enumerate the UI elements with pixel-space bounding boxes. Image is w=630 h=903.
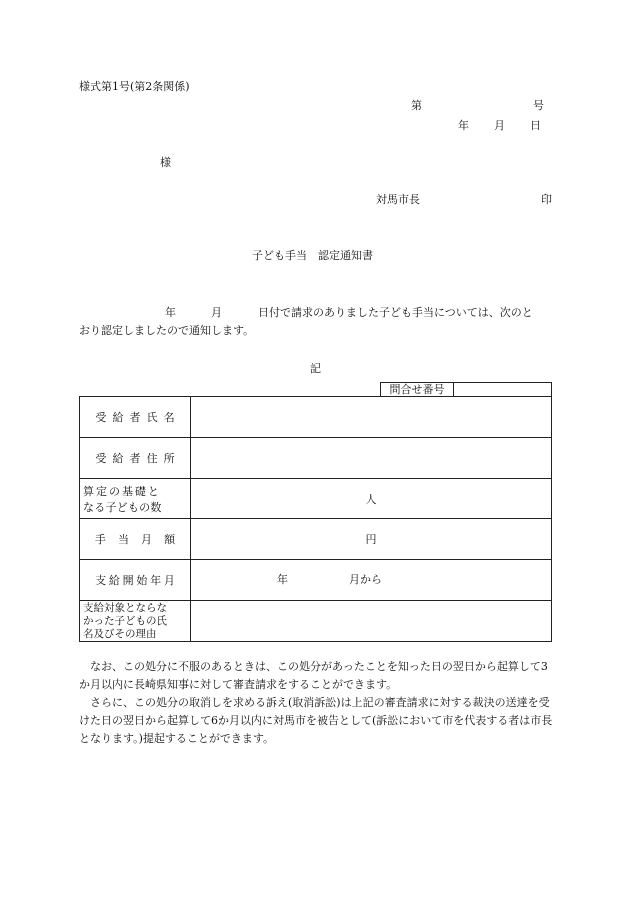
document-no-suffix: 号 bbox=[533, 99, 544, 112]
notes bbox=[79, 658, 555, 748]
document-title: 子ども手当 認定通知書 bbox=[252, 249, 373, 262]
inquiry-number-label: 問合せ番号 bbox=[381, 383, 454, 396]
recipient-address-value bbox=[191, 438, 552, 479]
children-count-label-line1: 算定の基礎と bbox=[83, 484, 161, 498]
inquiry-number-box bbox=[380, 382, 552, 396]
document-no-prefix: 第 bbox=[411, 99, 422, 112]
intro-month: 月 bbox=[211, 306, 222, 319]
recipient-name-label: 受給者氏名 bbox=[80, 397, 191, 438]
table-row bbox=[80, 397, 552, 438]
recipient-honorific: 様 bbox=[160, 156, 171, 169]
table-row bbox=[80, 601, 552, 642]
table-row bbox=[80, 519, 552, 560]
date-month: 月 bbox=[494, 119, 505, 132]
excluded-children-label-line2: かった子どもの氏 bbox=[83, 614, 167, 627]
recipient-address-label: 受給者住所 bbox=[80, 438, 191, 479]
children-count-value: 人 bbox=[191, 479, 552, 519]
excluded-children-label bbox=[80, 601, 191, 642]
intro-year: 年 bbox=[165, 306, 176, 319]
intro-text-line1: 日付で請求のありました子ども手当については、次のと bbox=[258, 306, 533, 319]
children-count-label-line2: なる子どもの数 bbox=[83, 500, 162, 514]
children-count-label bbox=[80, 479, 191, 519]
date-year: 年 bbox=[458, 119, 469, 132]
payment-start-label: 支給開始年月 bbox=[80, 560, 191, 601]
excluded-children-label-line3: 名及びその理由 bbox=[83, 627, 157, 640]
recipient-name-value bbox=[191, 397, 552, 438]
excluded-children-label-line1: 支給対象とならな bbox=[83, 601, 167, 614]
table-row bbox=[80, 560, 552, 601]
appeal-note: なお、この処分に不服のあるときは、この処分があったことを知った日の翌日から起算して3か月以内に長崎県知事に対して審査請求をすることができます。 bbox=[79, 660, 548, 691]
form-number: 様式第1号(第2条関係) bbox=[79, 80, 190, 93]
payment-start-year: 年 bbox=[277, 573, 289, 586]
excluded-children-value bbox=[191, 601, 552, 642]
table-row bbox=[80, 479, 552, 519]
issuer-title: 対馬市長 bbox=[376, 193, 420, 206]
intro-text-line2: おり認定しましたので通知します。 bbox=[79, 324, 255, 337]
payment-start-value bbox=[191, 560, 552, 601]
monthly-allowance-value: 円 bbox=[191, 519, 552, 560]
ki-heading: 記 bbox=[310, 362, 321, 375]
inquiry-number-value bbox=[454, 383, 551, 396]
table-row bbox=[80, 438, 552, 479]
date-day: 日 bbox=[530, 119, 541, 132]
lawsuit-note: さらに、この処分の取消しを求める訴え(取消訴訟)は上記の審査請求に対する裁決の送達を受けた日の翌日から起算して6か月以内に対馬市を被告として(訴訟において市を代表する者は市長となります。)提起することができます。 bbox=[79, 696, 553, 745]
monthly-allowance-label: 手当月額 bbox=[80, 519, 191, 560]
payment-start-month: 月から bbox=[349, 573, 383, 586]
notice-table bbox=[79, 396, 552, 642]
seal-mark: 印 bbox=[541, 193, 552, 206]
